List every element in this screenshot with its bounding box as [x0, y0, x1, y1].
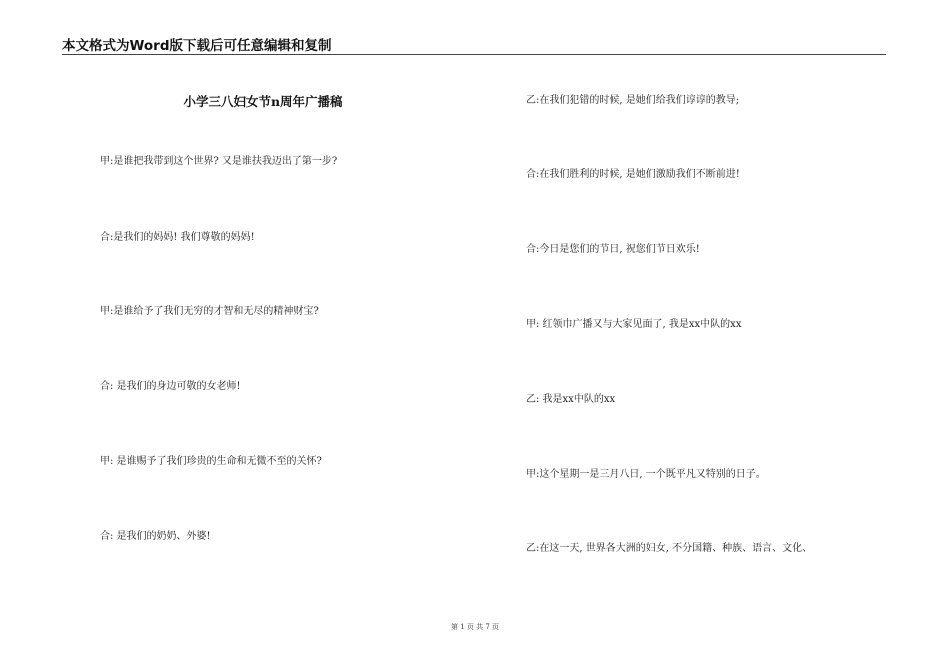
paragraph-left-5: 甲: 是谁赐予了我们珍贵的生命和无微不至的关怀? — [100, 456, 322, 467]
paragraph-left-1: 甲:是谁把我带到这个世界? 又是谁扶我迈出了第一步? — [100, 156, 338, 167]
page-number: 第 1 页 共 7 页 — [450, 623, 500, 631]
paragraph-right-6: 甲:这个星期一是三月八日, 一个既平凡又特别的日子。 — [526, 469, 766, 480]
paragraph-right-5: 乙: 我是xx中队的xx — [526, 394, 616, 405]
paragraph-right-4: 甲: 红领巾广播又与大家见面了, 我是xx中队的xx — [526, 319, 742, 330]
paragraph-right-2: 合:在我们胜利的时候, 是她们激励我们不断前进! — [526, 169, 740, 180]
paragraph-right-7: 乙:在这一天, 世界各大洲的妇女, 不分国籍、种族、语言、文化、 — [526, 543, 813, 554]
paragraph-left-3: 甲:是谁给予了我们无穷的才智和无尽的精神财宝? — [100, 306, 319, 317]
paragraph-right-3: 合:今日是您们的节日, 祝您们节日欢乐! — [526, 244, 700, 255]
document-title: 小学三八妇女节n周年广播稿 — [183, 94, 343, 109]
page-header — [62, 34, 886, 55]
paragraph-left-2: 合:是我们的妈妈! 我们尊敬的妈妈! — [100, 232, 255, 243]
paragraph-left-4: 合: 是我们的身边可敬的女老师! — [100, 381, 241, 392]
paragraph-right-1: 乙:在我们犯错的时候, 是她们给我们谆谆的教导; — [526, 95, 740, 106]
header-text: 本文格式为Word版下载后可任意编辑和复制 — [62, 38, 332, 54]
paragraph-left-6: 合: 是我们的奶奶、外婆! — [100, 531, 211, 542]
